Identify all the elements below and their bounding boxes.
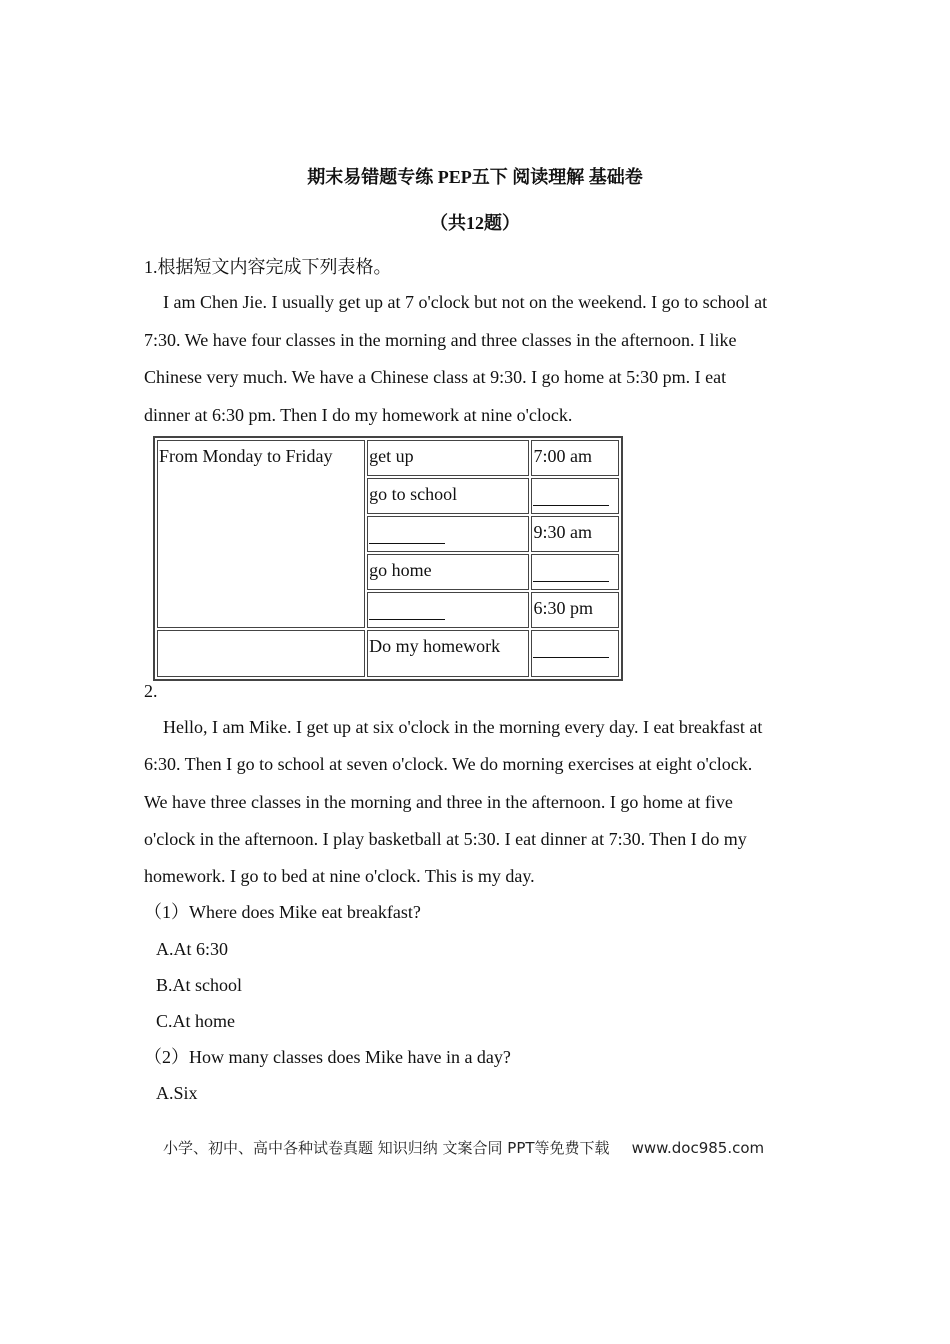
activity-cell-blank[interactable] xyxy=(367,516,529,552)
q1-passage-line: dinner at 6:30 pm. Then I do my homework at nine o'clock. xyxy=(144,405,573,425)
footer-url-link[interactable]: www.doc985.com xyxy=(631,1139,765,1157)
answer-option[interactable]: B.At school xyxy=(156,975,243,995)
page-subtitle: （共12题） xyxy=(430,213,520,233)
answer-blank[interactable] xyxy=(369,597,445,620)
q2-passage-line: Hello, I am Mike. I get up at six o'clock in the morning every day. I eat breakfast at xyxy=(163,717,763,737)
table-row xyxy=(157,440,619,476)
q1-passage-line: I am Chen Jie. I usually get up at 7 o'clock but not on the weekend. I go to school at xyxy=(163,292,768,312)
answer-blank[interactable] xyxy=(533,635,609,658)
period-cell: From Monday to Friday xyxy=(157,440,365,628)
time-cell-blank[interactable] xyxy=(531,630,619,677)
q1-instruction: 1.根据短文内容完成下列表格。 xyxy=(144,257,392,277)
answer-option[interactable]: C.At home xyxy=(156,1011,235,1031)
q1-passage-line: Chinese very much. We have a Chinese class at 9:30. I go home at 5:30 pm. I eat xyxy=(144,367,727,387)
footer-text: 小学、初中、高中各种试卷真题 知识归纳 文案合同 PPT等免费下载 xyxy=(163,1139,610,1157)
time-cell: 6:30 pm xyxy=(531,592,619,628)
time-cell: 9:30 am xyxy=(531,516,619,552)
time-cell: 7:00 am xyxy=(531,440,619,476)
sub-question: （2）How many classes does Mike have in a day? xyxy=(144,1047,511,1067)
answer-option[interactable]: A.Six xyxy=(156,1083,198,1103)
time-cell-blank[interactable] xyxy=(531,478,619,514)
empty-cell xyxy=(157,630,365,677)
activity-cell: go to school xyxy=(367,478,529,514)
answer-blank[interactable] xyxy=(533,559,609,582)
q2-passage-line: 6:30. Then I go to school at seven o'clock. We do morning exercises at eight o'clock. xyxy=(144,754,753,774)
q2-passage-line: homework. I go to bed at nine o'clock. This is my day. xyxy=(144,866,535,886)
answer-blank[interactable] xyxy=(533,483,609,506)
activity-cell: go home xyxy=(367,554,529,590)
table-row xyxy=(157,630,619,677)
activity-cell: get up xyxy=(367,440,529,476)
q2-number: 2. xyxy=(144,681,158,701)
schedule-table xyxy=(153,436,623,681)
page-title: 期末易错题专练 PEP五下 阅读理解 基础卷 xyxy=(307,167,643,187)
q2-passage-line: We have three classes in the morning and three in the afternoon. I go home at five xyxy=(144,792,733,812)
answer-blank[interactable] xyxy=(369,521,445,544)
answer-option[interactable]: A.At 6:30 xyxy=(156,939,228,959)
activity-cell: Do my homework xyxy=(367,630,529,677)
time-cell-blank[interactable] xyxy=(531,554,619,590)
page-footer xyxy=(163,1137,764,1158)
activity-cell-blank[interactable] xyxy=(367,592,529,628)
q2-passage-line: o'clock in the afternoon. I play basketball at 5:30. I eat dinner at 7:30. Then I do my xyxy=(144,829,747,849)
q1-passage-line: 7:30. We have four classes in the morning and three classes in the afternoon. I like xyxy=(144,330,737,350)
sub-question: （1）Where does Mike eat breakfast? xyxy=(144,902,421,922)
